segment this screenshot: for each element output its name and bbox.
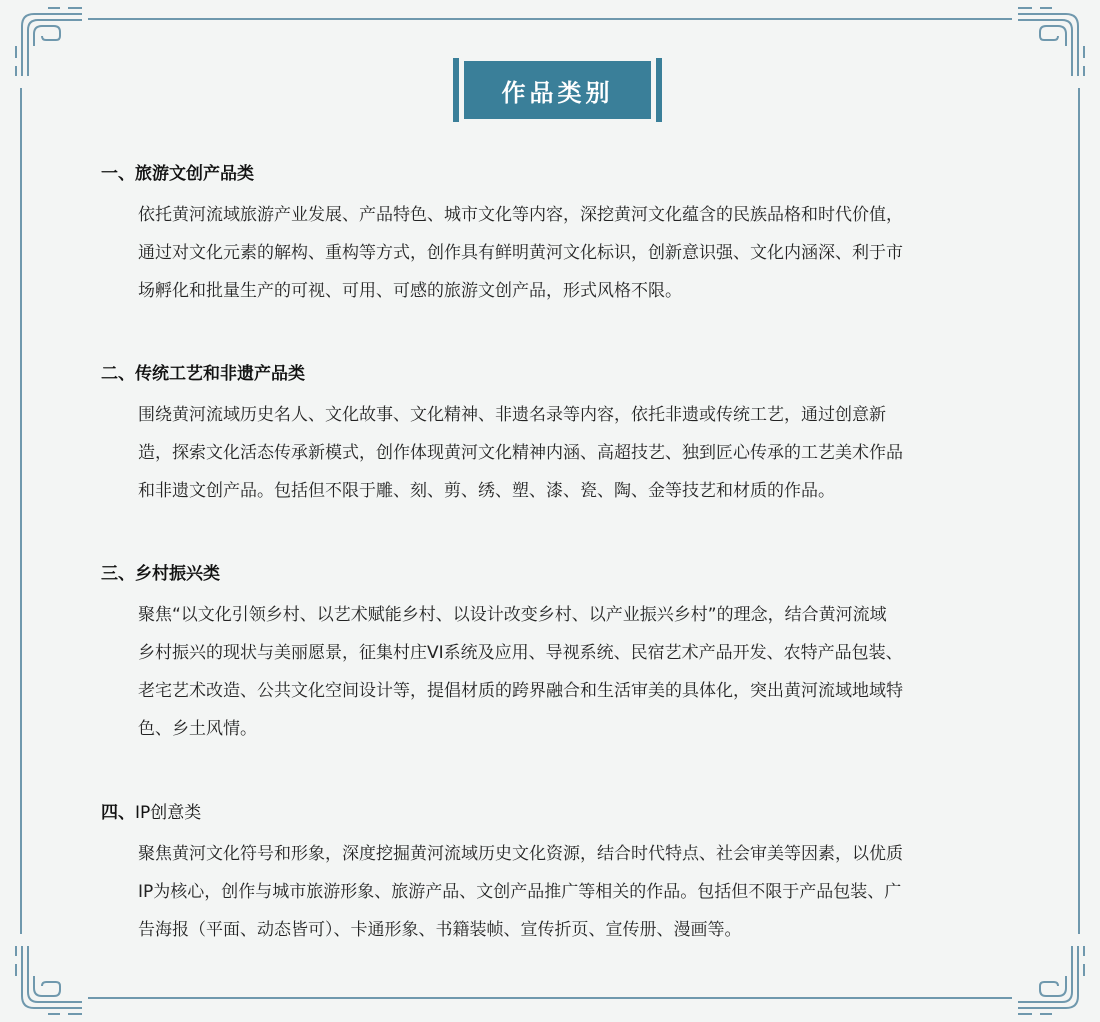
- corner-ornament-icon: [1016, 6, 1092, 82]
- corner-ornament-icon: [1016, 940, 1092, 1016]
- body-line: 依托黄河流域旅游产业发展、产品特色、城市文化等内容，深挖黄河文化蕴含的民族品格和时代价值，: [138, 205, 903, 225]
- body-line: 老宅艺术改造、公共文化空间设计等，提倡材质的跨界融合和生活审美的具体化，突出黄河流域地域特: [138, 681, 903, 701]
- body-line: 围绕黄河流域历史名人、文化故事、文化精神、非遗名录等内容，依托非遗或传统工艺，通过创意新: [138, 405, 886, 425]
- body-line: 乡村振兴的现状与美丽愿景，征集村庄VI系统及应用、导视系统、民宿艺术产品开发、农特产品包装、: [138, 643, 903, 663]
- page-title: 作品类别: [464, 61, 651, 119]
- section-body: [138, 396, 998, 510]
- body-line: 色、乡土风情。: [138, 719, 257, 739]
- corner-ornament-icon: [8, 6, 84, 82]
- body-line: 告海报（平面、动态皆可）、卡通形象、书籍装帧、宣传折页、宣传册、漫画等。: [138, 920, 742, 940]
- body-line: 通过对文化元素的解构、重构等方式，创作具有鲜明黄河文化标识，创新意识强、文化内涵深、利于市: [138, 243, 903, 263]
- section-heading: 三、乡村振兴类: [101, 564, 220, 584]
- section-body: [138, 196, 998, 310]
- body-line: 造，探索文化活态传承新模式，创作体现黄河文化精神内涵、高超技艺、独到匠心传承的工艺美术作品: [138, 443, 903, 463]
- page-title-banner: [453, 58, 662, 122]
- frame-bottom-line: [88, 997, 1012, 999]
- title-bar-right: [656, 58, 662, 122]
- section-heading-text: IP创意类: [135, 803, 202, 823]
- body-line: IP为核心，创作与城市旅游形象、旅游产品、文创产品推广等相关的作品。包括但不限于产品包装、广: [138, 882, 902, 902]
- section-heading: 一、旅游文创产品类: [101, 164, 254, 184]
- body-line: 聚焦黄河文化符号和形象，深度挖掘黄河流域历史文化资源，结合时代特点、社会审美等因素，以优质: [138, 844, 903, 864]
- section-heading: 二、传统工艺和非遗产品类: [101, 364, 305, 384]
- section-heading-number: 四、: [101, 803, 135, 823]
- corner-ornament-icon: [8, 940, 84, 1016]
- section-heading: [101, 801, 201, 825]
- section-body: [138, 835, 998, 949]
- body-line: 聚焦“以文化引领乡村、以艺术赋能乡村、以设计改变乡村、以产业振兴乡村”的理念，结合黄河流域: [138, 605, 887, 625]
- body-line: 场孵化和批量生产的可视、可用、可感的旅游文创产品，形式风格不限。: [138, 281, 682, 301]
- frame-right-line: [1078, 88, 1080, 934]
- body-line: 和非遗文创产品。包括但不限于雕、刻、剪、绣、塑、漆、瓷、陶、金等技艺和材质的作品。: [138, 481, 835, 501]
- frame-top-line: [88, 18, 1012, 20]
- section-body: [138, 596, 998, 748]
- title-bar-left: [453, 58, 459, 122]
- frame-left-line: [20, 88, 22, 934]
